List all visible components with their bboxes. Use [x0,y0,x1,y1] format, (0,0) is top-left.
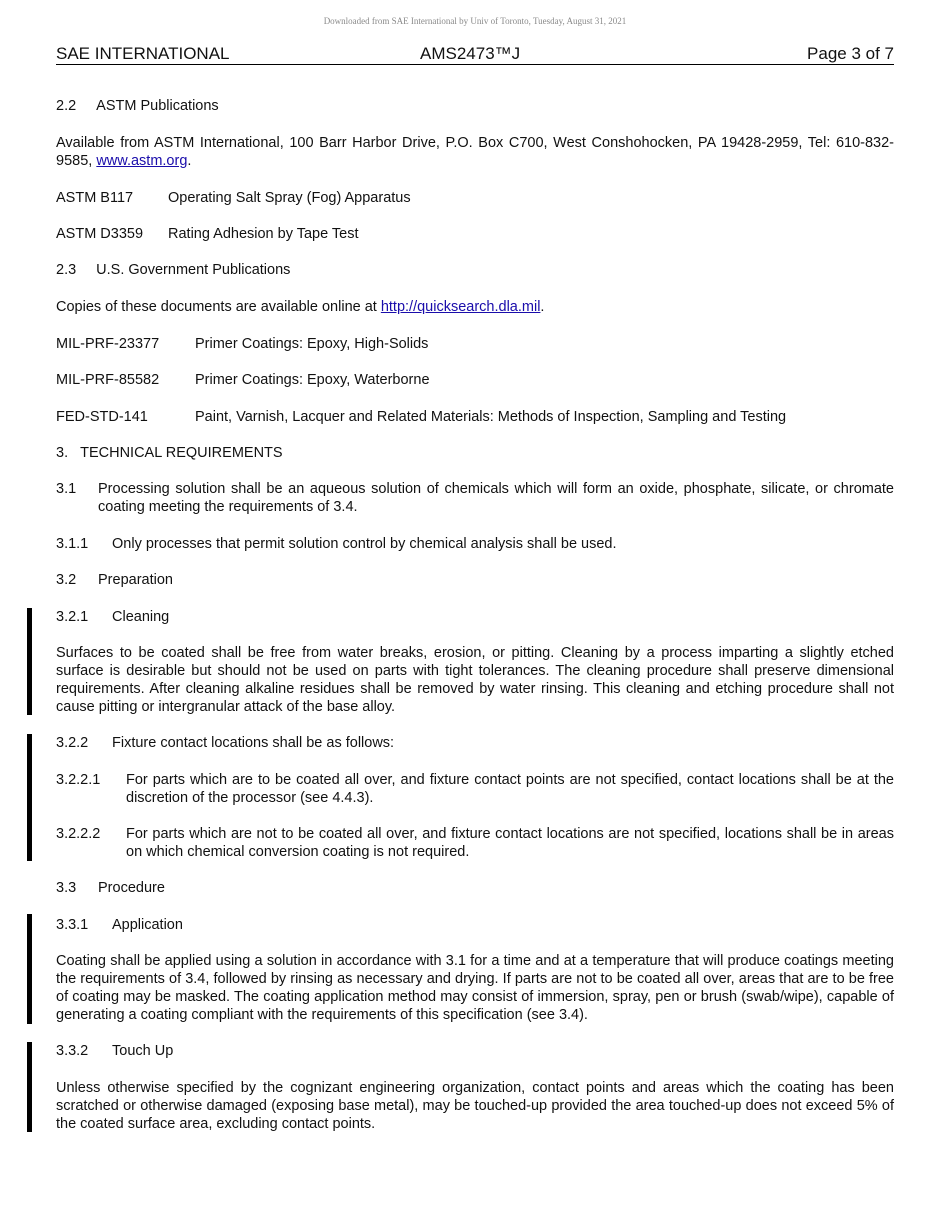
section-text: Processing solution shall be an aqueous solution of chemicals which will form an oxide, phosphate, silicate, or chromate coating meeting the requirements of 3.4. [98,481,894,515]
astm-availability-text: Available from ASTM International, 100 Barr Harbor Drive, P.O. Box C700, West Conshohocken, PA 19428-2959, Tel: 610-832-9585, [56,135,894,169]
section-title: Procedure [98,880,165,896]
section-title: Cleaning [112,609,170,625]
header-organization: SAE INTERNATIONAL [56,44,230,63]
section-text: For parts which are not to be coated all over, and fixture contact locations are not specified, locations shall be in areas on which chemical conversion coating is not required. [126,826,894,860]
reference-code: ASTM B117 [56,190,134,206]
reference-title: Primer Coatings: Epoxy, High-Solids [195,336,429,352]
header-document-number: AMS2473™J [420,44,521,63]
section-number: 3.1 [56,481,77,497]
download-notice: Downloaded from SAE International by Univ of Toronto, Tuesday, August 31, 2021 [323,16,627,26]
reference-title: Operating Salt Spray (Fog) Apparatus [168,190,411,206]
revision-change-bar [27,914,32,1024]
reference-code: ASTM D3359 [56,226,144,242]
section-text: Only processes that permit solution control by chemical analysis shall be used. [112,536,617,552]
astm-website-link[interactable]: www.astm.org [96,153,188,169]
section-3-2-2-2 [56,825,894,861]
section-title: ASTM Publications [96,98,219,114]
cleaning-paragraph: Surfaces to be coated shall be free from water breaks, erosion, or pitting. Cleaning by a process imparting a slightly etched surface is desirable but should not be used on parts with tight tolerances. The cleaning procedure shall preserve dimensional requirements. After cleaning alkaline residues shall be removed by water rinsing. This cleaning and etching procedure shall not cause pitting or intergranular attack of the base alloy. [56,645,894,715]
section-3-2-2-1 [56,771,894,807]
section-3-1-1 [56,535,894,553]
section-number: 3.2.1 [56,609,89,625]
section-number: 3.1.1 [56,536,89,552]
revision-change-bar [27,1042,32,1132]
section-text: For parts which are to be coated all over, and fixture contact points are not specified, contact locations shall be at the discretion of the processor (see 4.4.3). [126,772,894,806]
astm-availability-paragraph: Available from ASTM International, 100 Barr Harbor Drive, P.O. Box C700, West Conshohocken, PA 19428-2959, Tel: 610-832-9585, www.astm.org. [56,135,894,169]
section-2-2-heading [56,97,894,115]
application-paragraph: Coating shall be applied using a solution in accordance with 3.1 for a time and at a temperature that will produce coatings meeting the requirements of 3.4, followed by rinsing as necessary and drying. If parts are not to be coated all over, areas that are to be free of coating may be masked. The coating application method may consist of immersion, spray, pen or brush (swab/wipe), capable of generating a coating compliant with the requirements of this specification (see 3.4). [56,953,894,1023]
section-2-3-heading [56,261,894,279]
section-number: 2.2 [56,98,77,114]
section-number: 2.3 [56,262,77,278]
revision-change-bar [27,734,32,861]
section-title: U.S. Government Publications [96,262,291,278]
section-title: Fixture contact locations shall be as follows: [112,735,395,751]
reference-code: MIL-PRF-85582 [56,372,160,388]
section-title: TECHNICAL REQUIREMENTS [80,445,283,461]
revision-change-bar [27,608,32,715]
section-number: 3. [56,445,69,461]
section-3-heading [56,444,894,462]
section-number: 3.2 [56,572,77,588]
dla-availability-text: Copies of these documents are available online at [56,299,381,315]
section-number: 3.3.2 [56,1043,89,1059]
header-page-number: Page 3 of 7 [807,44,894,63]
page-header [56,44,894,65]
touch-up-paragraph: Unless otherwise specified by the cognizant engineering organization, contact points and areas which the coating has been scratched or otherwise damaged (exposing base metal), may be touched-up provided the area touched-up does not exceed 5% of the coated surface area, excluding contact points. [56,1080,894,1132]
section-3-1 [56,480,894,516]
dla-availability-paragraph: Copies of these documents are available online at http://quicksearch.dla.mil. [56,299,545,315]
reference-title: Rating Adhesion by Tape Test [168,226,359,242]
section-number: 3.2.2.2 [56,826,101,842]
section-title: Preparation [98,572,173,588]
section-number: 3.3 [56,880,77,896]
section-number: 3.2.2.1 [56,772,101,788]
reference-code: FED-STD-141 [56,409,148,425]
reference-title: Paint, Varnish, Lacquer and Related Materials: Methods of Inspection, Sampling and Testing [195,409,787,425]
quicksearch-link[interactable]: http://quicksearch.dla.mil [380,299,541,315]
section-number: 3.3.1 [56,917,89,933]
section-title: Application [112,917,183,933]
reference-title: Primer Coatings: Epoxy, Waterborne [195,372,430,388]
section-title: Touch Up [112,1043,174,1059]
reference-code: MIL-PRF-23377 [56,336,160,352]
section-number: 3.2.2 [56,735,89,751]
